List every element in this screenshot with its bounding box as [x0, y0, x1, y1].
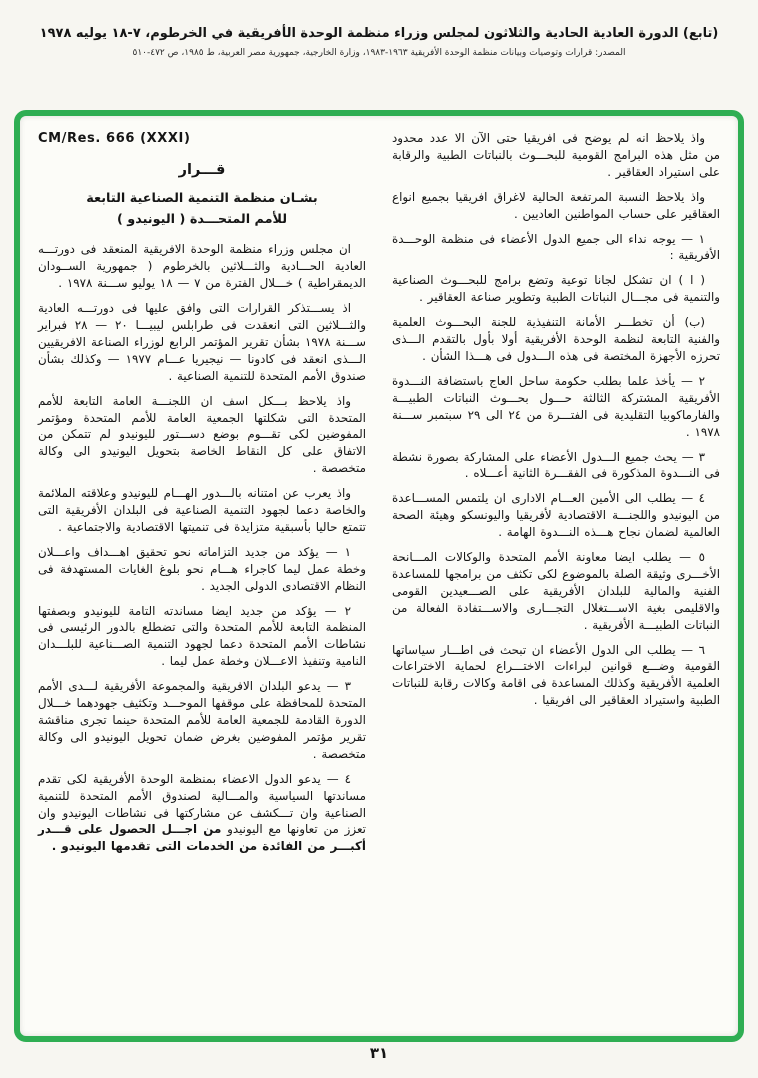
- paragraph: ٢ — يؤكد من جديد ايضا مساندته التامة لليونيدو وبصفتها المنظمة التابعة للأمم المتحدة والتى تضطلع بالدور الرئيسى فى نشاطات الأمم المتحدة دعما لجهود التنمية الصـــناعية للبلـــدان النامية وتنفيذ الاعـــلان وخطة عمل ليما .: [38, 603, 366, 669]
- resolution-title: قـــرار: [178, 162, 226, 179]
- paragraph: ٤ — يطلب الى الأمين العـــام الادارى ان يلتمس المســـاعدة من اليونيدو واللجنـــة الاقتصادية لأفريقيا واليونسكو وهيئة الصحة العالمية لضمان نجاح هـــذه النـــدوة الهامة .: [392, 491, 720, 540]
- paragraph: (ب) أن تخطـــر الأمانة التنفيذية للجنة البحـــوث العلمية والفنية التابعة لنظمة الوحدة الأفريقية أولا بأول بالتقدم الـــذى تحرزه الأجهزة المختصة فى هذه الـــدول فى هـــذا الشأن .: [392, 315, 720, 363]
- paragraph: ٦ — يطلب الى الدول الأعضاء ان تبحث فى اطـــار سياساتها القومية وضـــع قوانين لبراءات الاختـــراع لحماية الاختراعات العلمية الأفريقية وكذلك المساعدة فى اقامة وكالات رقابة للنباتات الطبية واستيراد العقاقير الى افريقيا .: [392, 642, 720, 708]
- paragraph: واذ يلاحظ النسبة المرتفعة الحالية لاغراق افريقيا بجميع انواع العقاقير على حساب المواطنين العاديين .: [392, 189, 720, 221]
- resolution-title-block: [38, 160, 366, 229]
- green-border-frame: [14, 110, 744, 1042]
- paragraph: ( ا ) ان تشكل لجانا توعية وتضع برامج للبحـــوث الصناعية والتنمية فى مجـــال النباتات الطبية وتطوير صناعة العقاقير .: [392, 273, 720, 305]
- right-column: [392, 130, 720, 1026]
- paragraph: واذ يعرب عن امتنانه بالـــدور الهـــام لليونيدو وعلاقته الملائمة والخاصة دعما لجهود التنمية الصناعية فى البلدان الأفريقية التى تتمتع حاليا بأسبقية متزايدة فى تنميتها الاقتصادية والاجتماعية .: [38, 486, 366, 534]
- paragraph: ٢ — يأخذ علما بطلب حكومة ساحل العاج باستضافة النـــدوة الأفريقية المشتركة الثالثة حـــول بحـــوث النباتات الطبيـــة والفارماكوبيا التقليدية فى الفتـــرة من ٢٤ الى ٢٩ سبتمبر ســـنة ١٩٧٨ .: [392, 373, 720, 439]
- paragraph-normal-run: ٤ — يدعو الدول الاعضاء بمنظمة الوحدة الأفريقية لكى تقدم مساندتها السياسية والمـــالية لصندوق الأمم المتحدة للتنمية الصناعية وان تـــكشف عن مشاركتها فى نشاطات اليونيدو وان تعزز من تعاونها مع اليونيدو: [38, 771, 366, 837]
- resolution-reference: CM/Res. 666 (XXXI): [38, 131, 191, 146]
- two-column-text-area: [38, 130, 720, 1026]
- header-session-title: (تابع) الدورة العادية الحادية والثلاثون لمجلس وزراء منظمة الوحدة الأفريقية في الخرطوم، ٧-١٨ يوليه ١٩٧٨: [39, 26, 719, 41]
- paragraph: ٣ — يحث جميع الـــدول الأعضاء على المشاركة بصورة نشطة فى النـــدوة المذكورة فى الفقـــرة الثانية أعـــلاه .: [392, 449, 720, 481]
- paragraph: واذ يلاحظ انه لم يوضح فى افريقيا حتى الآن الا عدد محدود من مثل هذه البرامج القومية للبحـــوث بالنباتات الطبية والرقابة على استيراد العقاقير .: [392, 131, 720, 179]
- paragraph-bold-run: من اجـــل الحصول على قـــدر أكبـــر من الفائدة من الخدمات التى تقدمها اليونيدو .: [38, 822, 366, 854]
- resolution-subtitle-line2: للأمم المتحـــدة ( اليونيدو ): [116, 212, 288, 228]
- page-header: [0, 0, 758, 58]
- paragraph: اذ يســـتذكر القرارات التى وافق عليها فى دورتـــه العادية والثـــلاثين التى انعقدت فى طرابلس ليبيـــا ٢٠ — ٢٨ فبراير ســـنة ١٩٧٨ بشأن تقرير المؤتمر الرابع لوزراء الصناعة الافريقيين الـــذى انعقد فى كادونا — نيجيريا عـــام ١٩٧٧ — وكذلك بشأن صندوق الأمم المتحدة للتنمية الصناعية .: [38, 301, 367, 383]
- paragraph-with-emphasis: [38, 771, 366, 856]
- paragraph: ١ — يوجه نداء الى جميع الدول الأعضاء فى منظمة الوحـــدة الأفريقية :: [392, 231, 720, 263]
- resolution-subtitle-line1: بشـان منظمة التنمية الصناعية التابعة: [86, 191, 318, 207]
- paragraph: ١ — يؤكد من جديد التزاماته نحو تحقيق اهـــداف واعـــلان وخطة عمل ليما كاجراء هـــام نحو بلوغ الغايات المستهدفة فى النظام الاقتصادى الدولى الجديد .: [38, 544, 366, 593]
- paragraph: ٣ — يدعو البلدان الافريقية والمجموعة الأفريقية لـــدى الأمم المتحدة للمحافظة على موقفها الموحـــد وتكثيف جهودهما خـــلال الدورة القادمة للجمعية العامة للأمم المتحدة حينما تجرى مناقشة تقرير مؤتمر المفوضين بغرض ضمان تحويل اليونيدو الى وكالة متخصصة .: [38, 679, 366, 761]
- header-source-note: المصدر: قرارات وتوصيات وبيانات منظمة الوحدة الأفريقية ١٩٦٣-١٩٨٣، وزارة الخارجية، جمهورية مصر العربية، ط ١٩٨٥، ص ٤٧٢-٥١٠: [132, 48, 626, 58]
- paragraph: ان مجلس وزراء منظمة الوحدة الافريقية المنعقد فى دورتـــه العادية الحـــادية والثـــلاثين بالخرطوم ( جمهورية الســودان الديمقراطية ) خـــلال الفترة من ٧ — ١٨ يوليو ســـنة ١٩٧٨ .: [38, 242, 366, 291]
- paragraph: واذ يلاحظ بـــكل اسف ان اللجنـــة العامة التابعة للأمم المتحدة التى شكلتها الجمعية العامة للأمم المتحدة ومؤتمر المفوضين لكى تقـــوم بوضع دســـتور لليونيدو لم تتمكن من الاتفاق على كل النقاط الخاصة بتحويل اليونيدو الى وكالة متخصصة .: [38, 393, 366, 476]
- paragraph: ٥ — يطلب ايضا معاونة الأمم المتحدة والوكالات المـــانحة الأخـــرى وثيقة الصلة بالموضوع لكى تكثف من برامجها للمساعدة الفنية والمالية للبلدان الأفريقية على الصـــعيدين القومى والاقليمى بغية الاســـتغلال التجـــارى والاســـتفادة الفعالة من النباتات الطبيـــة الأفريقية .: [392, 550, 720, 632]
- left-column: [38, 130, 366, 1026]
- page-number: ٣١: [369, 1044, 389, 1062]
